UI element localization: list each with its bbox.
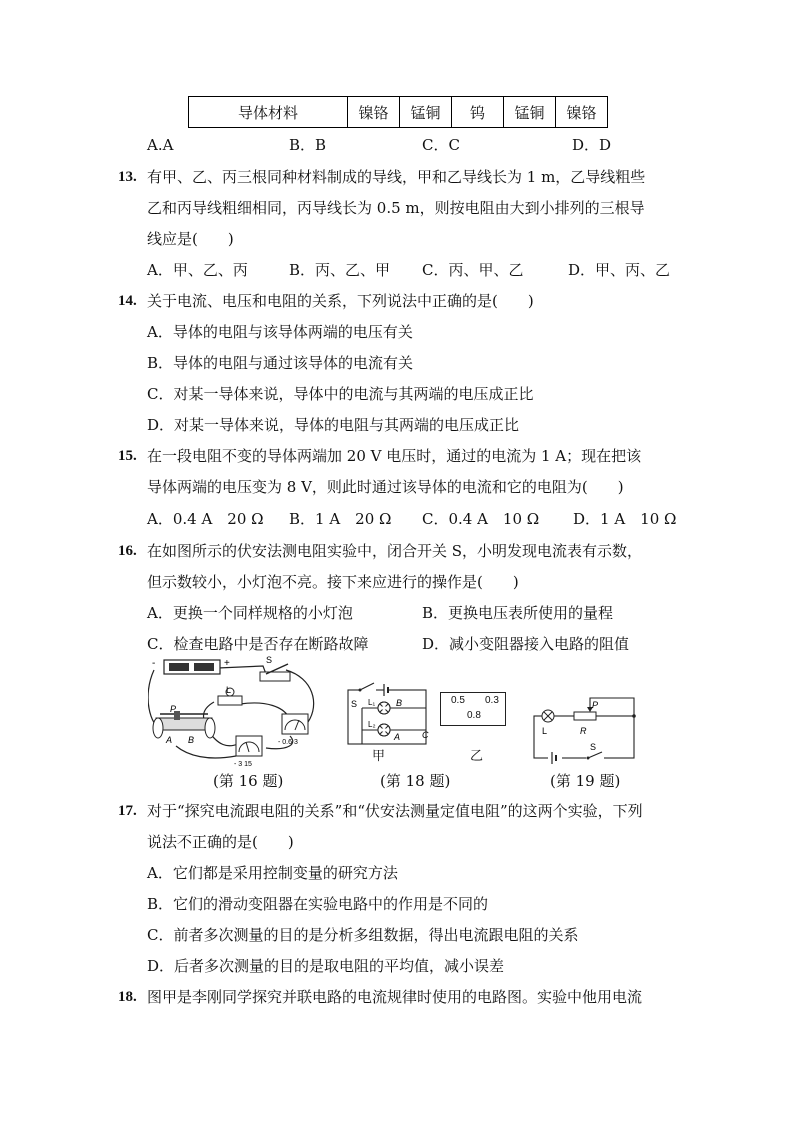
option-a: A．甲、乙、丙 [147, 261, 248, 279]
fig18-l2-label: L₂ [368, 720, 376, 729]
option-c: C．C [422, 136, 460, 154]
option-c: C．0.4 A 10 Ω [422, 510, 540, 528]
fig16-p-label: P [170, 704, 177, 714]
figure-16-caption: (第 16 题) [213, 772, 284, 790]
q16-line-1: 在如图所示的伏安法测电阻实验中，闭合开关 S，小明发现电流表有示数， [147, 542, 643, 560]
fig19-r-label: R [580, 726, 587, 736]
q17-line-1: 对于“探究电流跟电阻的关系”和“伏安法测量定值电阻”的这两个实验，下列 [147, 802, 643, 820]
fig16-b-label: B [188, 735, 195, 745]
switch-icon [260, 664, 290, 681]
fig19-p-label: P [592, 700, 599, 710]
option-a: A.A [147, 136, 174, 154]
option-b: B．更换电压表所使用的量程 [422, 604, 614, 622]
table-header-cell: 导体材料 [189, 97, 348, 128]
fig18-a-label: A [394, 732, 401, 742]
fig16-s-label: S [266, 656, 273, 665]
q15-line-2: 导体两端的电压变为 8 V，则此时通过该导体的电流和它的电阻为( ) [147, 478, 624, 496]
option-b: B．B [289, 136, 327, 154]
ammeter-icon [282, 714, 308, 734]
option-c: C．前者多次测量的目的是分析多组数据，得出电流跟电阻的关系 [147, 926, 579, 944]
option-c: C．检查电路中是否存在断路故障 [147, 635, 369, 653]
fig18-l1-label: L₁ [368, 698, 376, 707]
fig18-s-label: S [351, 699, 358, 709]
question-number-15: 15. [118, 448, 137, 464]
figure-19-circuit [528, 694, 640, 764]
option-d: D．甲、丙、乙 [568, 261, 671, 279]
question-number-18: 18. [118, 989, 137, 1005]
table-cell: 镍铬 [556, 97, 608, 128]
table-cell: 镍铬 [348, 97, 400, 128]
option-d: D．后者多次测量的目的是取电阻的平均值，减小误差 [147, 957, 505, 975]
meter-value-2: 0.3 [485, 695, 499, 706]
fig18-yi-label: 乙 [470, 749, 484, 764]
table-cell: 钨 [452, 97, 504, 128]
voltmeter-icon [236, 736, 262, 756]
rheostat-icon [153, 711, 215, 738]
rheostat-icon [574, 698, 634, 720]
q17-line-2: 说法不正确的是( ) [147, 833, 294, 851]
battery-icon [164, 660, 220, 674]
option-a: A．导体的电阻与该导体两端的电压有关 [147, 323, 413, 341]
figure-18-jia-circuit [342, 680, 434, 762]
option-c: C．对某一导体来说，导体中的电流与其两端的电压成正比 [147, 385, 534, 403]
question-number-17: 17. [118, 803, 137, 819]
option-a: A．它们都是采用控制变量的研究方法 [147, 864, 398, 882]
figure-19-caption: (第 19 题) [550, 772, 621, 790]
fig16-plus-label: + [224, 658, 230, 669]
option-d: D．D [572, 136, 612, 154]
fig16-ammeter-scale: - 0.6 3 [278, 739, 298, 746]
option-d: D．减小变阻器接入电路的阻值 [422, 635, 630, 653]
fig18-c-label: C [422, 730, 429, 740]
fig19-l-label: L [542, 726, 548, 736]
figure-16-circuit [148, 656, 323, 768]
table-row [189, 97, 608, 128]
table-cell: 锰铜 [504, 97, 556, 128]
question-number-13: 13. [118, 169, 137, 185]
q13-line-3: 线应是( ) [147, 230, 234, 248]
fig16-voltmeter-scale: - 3 15 [234, 761, 252, 768]
option-c: C．丙、甲、乙 [422, 261, 524, 279]
fig18-jia-label: 甲 [372, 749, 386, 764]
fig16-l-label: L [226, 685, 232, 695]
fig18-meter-box [440, 692, 506, 726]
option-b: B．丙、乙、甲 [289, 261, 391, 279]
question-number-14: 14. [118, 293, 137, 309]
option-d: D．1 A 10 Ω [573, 510, 677, 528]
q16-line-2: 但示数较小，小灯泡不亮。接下来应进行的操作是( ) [147, 573, 519, 591]
option-a: A．0.4 A 20 Ω [147, 510, 264, 528]
option-d: D．对某一导体来说，导体的电阻与其两端的电压成正比 [147, 416, 520, 434]
q15-line-1: 在一段电阻不变的导体两端加 20 V 电压时，通过的电流为 1 A；现在把该 [147, 447, 642, 465]
fig19-s-label: S [590, 742, 597, 752]
fig18-b-label: B [396, 698, 403, 708]
table-cell: 锰铜 [400, 97, 452, 128]
meter-value-3: 0.8 [467, 710, 481, 721]
q14-stem: 关于电流、电压和电阻的关系，下列说法中正确的是( ) [147, 292, 534, 310]
lamp-icon [542, 710, 554, 722]
fig16-a-label: A [166, 735, 173, 745]
material-table [188, 96, 608, 128]
fig16-minus-label: - [152, 658, 156, 669]
option-b: B．导体的电阻与通过该导体的电流有关 [147, 354, 414, 372]
q18-line-1: 图甲是李刚同学探究并联电路的电流规律时使用的电路图。实验中他用电流 [147, 988, 643, 1006]
q13-line-2: 乙和丙导线粗细相同，丙导线长为 0.5 m，则按电阻由大到小排列的三根导 [147, 199, 645, 217]
question-number-16: 16. [118, 543, 137, 559]
meter-value-1: 0.5 [451, 695, 465, 706]
option-b: B．它们的滑动变阻器在实验电路中的作用是不同的 [147, 895, 489, 913]
option-a: A．更换一个同样规格的小灯泡 [147, 604, 353, 622]
option-b: B．1 A 20 Ω [289, 510, 392, 528]
q13-line-1: 有甲、乙、丙三根同种材料制成的导线，甲和乙导线长为 1 m，乙导线粗些 [147, 168, 646, 186]
figure-18-caption: (第 18 题) [380, 772, 451, 790]
